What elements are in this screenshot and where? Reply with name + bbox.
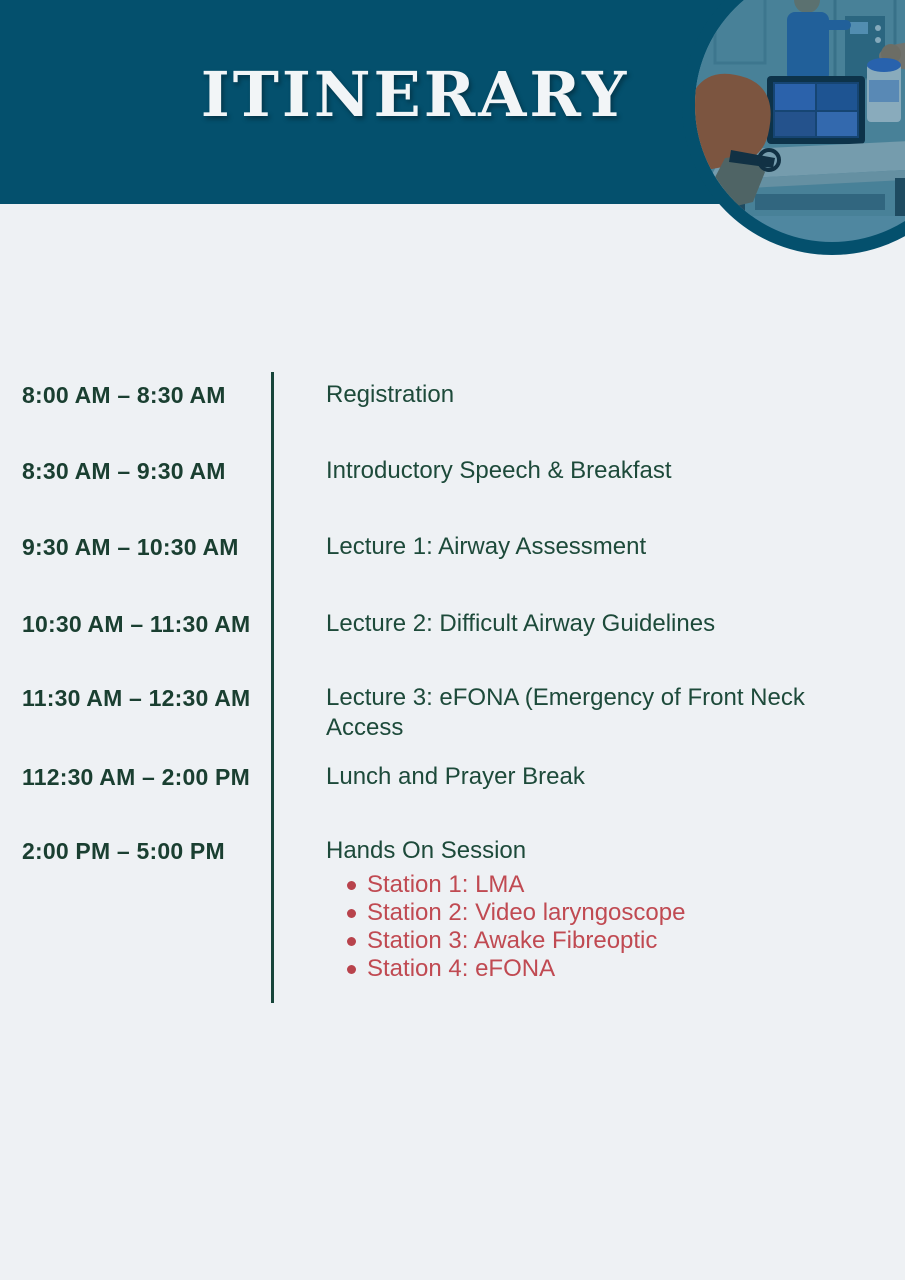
event-label: Registration (326, 381, 455, 408)
event-label: Lecture 1: Airway Assessment (326, 533, 647, 560)
schedule-divider-line (271, 372, 274, 1003)
list-item (326, 955, 886, 983)
bullet-icon (347, 881, 356, 890)
schedule-row-lecture-1 (0, 532, 905, 562)
schedule-row-lecture-2 (0, 609, 905, 639)
time-label: 112:30 AM – 2:00 PM (22, 764, 250, 790)
bullet-icon (347, 909, 356, 918)
bullet-icon (347, 965, 356, 974)
medical-training-photo (695, 0, 905, 216)
station-label: Station 2: Video laryngoscope (367, 899, 686, 926)
header-photo-circle (682, 0, 905, 255)
time-label: 8:30 AM – 9:30 AM (22, 458, 226, 484)
schedule-row-registration (0, 380, 905, 410)
schedule-row-hands-on (0, 836, 905, 983)
event-label (272, 836, 886, 983)
page-title: ITINERARY (200, 58, 630, 131)
time-label: 2:00 PM – 5:00 PM (22, 838, 225, 864)
list-item (326, 927, 886, 955)
event-label: Lunch and Prayer Break (326, 763, 585, 790)
time-label: 9:30 AM – 10:30 AM (22, 534, 239, 560)
station-list (326, 871, 886, 983)
event-label: Lecture 2: Difficult Airway Guidelines (326, 610, 716, 637)
event-label: Introductory Speech & Breakfast (326, 457, 672, 484)
event-label: Lecture 3: eFONA (Emergency of Front Neck Access (326, 684, 805, 741)
time-label: 11:30 AM – 12:30 AM (22, 685, 251, 711)
list-item (326, 899, 886, 927)
schedule-row-lunch-break (0, 762, 905, 792)
time-label: 10:30 AM – 11:30 AM (22, 611, 251, 637)
station-label: Station 3: Awake Fibreoptic (367, 927, 658, 954)
list-item (326, 871, 886, 899)
station-label: Station 1: LMA (367, 871, 525, 898)
bullet-icon (347, 937, 356, 946)
schedule-row-speech-breakfast (0, 456, 905, 486)
schedule-row-lecture-3 (0, 683, 905, 743)
hands-on-session-label: Hands On Session (326, 837, 527, 864)
schedule (0, 372, 905, 983)
time-label: 8:00 AM – 8:30 AM (22, 382, 226, 408)
station-label: Station 4: eFONA (367, 955, 556, 982)
